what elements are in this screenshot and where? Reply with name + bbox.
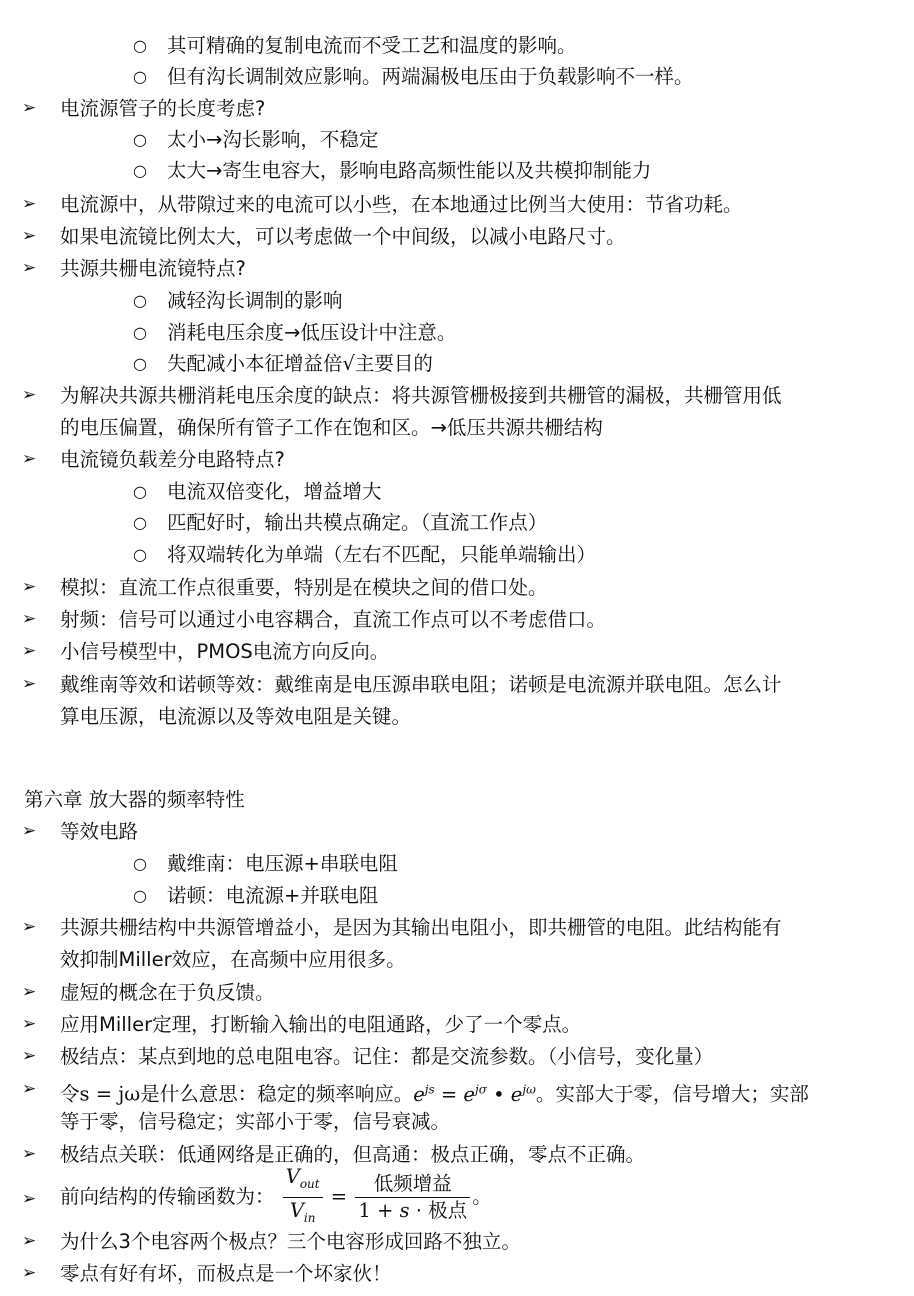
arrow-bullet-icon: ➢ <box>22 1014 37 1034</box>
arrow-bullet-icon: ➢ <box>22 1144 37 1164</box>
arrow-bullet-icon: ➢ <box>22 609 37 629</box>
vout-over-vin: $\frac{V_{out}}{V_{in}}$ <box>283 1164 323 1231</box>
arrow-bullet-icon: ➢ <box>22 821 37 841</box>
circle-bullet-icon: ○ <box>133 291 147 310</box>
arrow-bullet-icon: ➢ <box>22 226 37 246</box>
circle-bullet-icon: ○ <box>133 36 147 55</box>
circle-bullet-icon: ○ <box>133 323 147 342</box>
euler-equation: $e^{js} = e^{j\sigma}$ • $e^{j\omega}$ <box>413 1082 536 1106</box>
arrow-bullet-icon: ➢ <box>22 982 37 1002</box>
arrow-bullet-icon: ➢ <box>22 1046 37 1066</box>
arrow-bullet-icon: ➢ <box>22 258 37 278</box>
arrow-bullet-icon: ➢ <box>22 674 37 694</box>
arrow-bullet-icon: ➢ <box>22 1263 37 1283</box>
circle-bullet-icon: ○ <box>133 513 147 532</box>
arrow-bullet-icon: ➢ <box>22 1189 37 1209</box>
circle-bullet-icon: ○ <box>133 354 147 373</box>
gain-over-pole: $\frac{\text{低频增益}}{\text{1 + s · 极点}}$ <box>355 1171 470 1224</box>
arrow-bullet-icon: ➢ <box>22 577 37 597</box>
circle-bullet-icon: ○ <box>133 130 147 149</box>
arrow-bullet-icon: ➢ <box>22 1079 37 1099</box>
arrow-bullet-icon: ➢ <box>22 641 37 661</box>
circle-bullet-icon: ○ <box>133 482 147 501</box>
transfer-function: 前向结构的传输函数为： $\frac{V_{out}}{V_{in}}$ = $\frac{\text{低频增益}}{\text{1 + s · 极点}}$ 。 <box>60 1164 492 1231</box>
arrow-bullet-icon: ➢ <box>22 98 37 118</box>
arrow-bullet-icon: ➢ <box>22 917 37 937</box>
circle-bullet-icon: ○ <box>133 161 147 180</box>
chapter-title: 第六章 放大器的频率特性 <box>24 788 245 811</box>
circle-bullet-icon: ○ <box>133 854 147 873</box>
arrow-bullet-icon: ➢ <box>22 194 37 214</box>
s-definition-text: 令s = jω是什么意思：稳定的频率响应。$e^{js} = e^{j\sigma}$ • $e^{j\omega}$。实部大于零，信号增大；实部 <box>60 1082 809 1106</box>
arrow-bullet-icon: ➢ <box>22 385 37 405</box>
circle-bullet-icon: ○ <box>133 67 147 86</box>
arrow-bullet-icon: ➢ <box>22 1231 37 1251</box>
arrow-bullet-icon: ➢ <box>22 449 37 469</box>
s-expression: s = jω <box>79 1082 141 1106</box>
circle-bullet-icon: ○ <box>133 886 147 905</box>
circle-bullet-icon: ○ <box>133 545 147 564</box>
